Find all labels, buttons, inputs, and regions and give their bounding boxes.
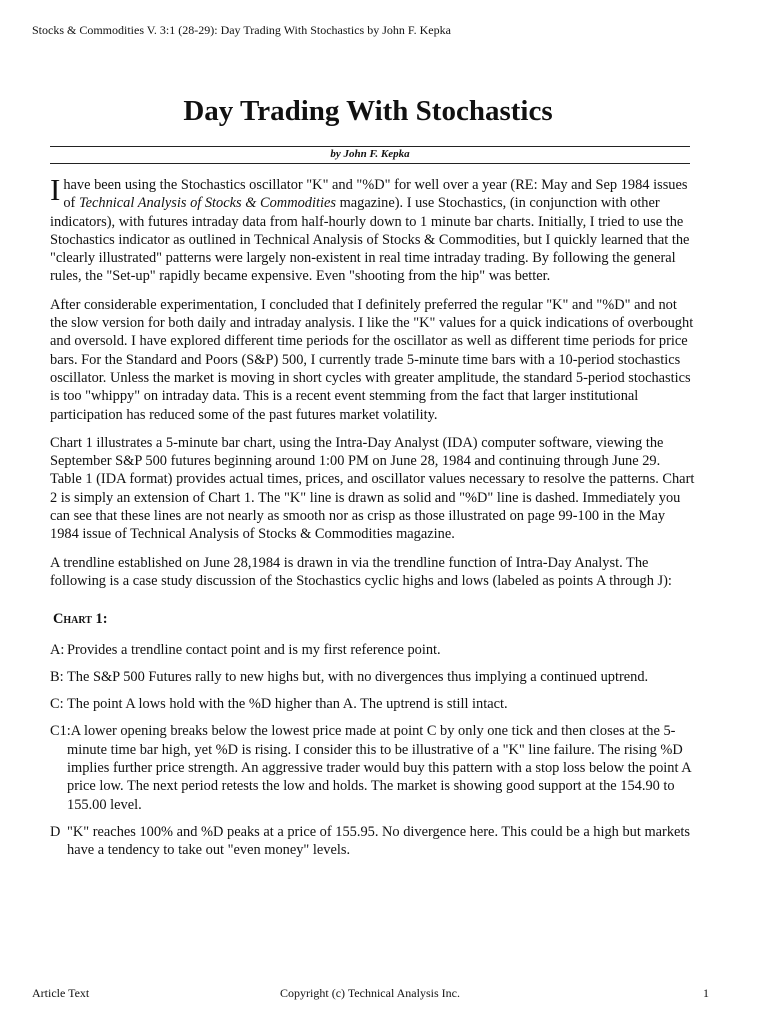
- chart-1-heading: Chart 1:: [53, 611, 108, 628]
- item-label: A:: [50, 641, 65, 658]
- item-text: A lower opening breaks below the lowest price made at point C by only one tick and then closes at the 5-minute time bar high, yet %D is rising. I consider this to be illustrative of a "K" line failure. The rising %D implies further price strength. An aggressive trader would buy this pattern with a stop loss below the point A price low. The next period retests the low and holds. The market is showing good support at the 154.90 to 155.00 level.: [67, 723, 691, 813]
- magazine-name: Technical Analysis of Stocks & Commodities: [78, 195, 336, 212]
- item-label: B:: [50, 668, 64, 685]
- list-item-c1: [50, 722, 695, 813]
- byline: by John F. Kepka: [330, 148, 410, 160]
- item-text: "K" reaches 100% and %D peaks at a price of 155.95. No divergence here. This could be a high but markets have a tendency to take out "even money" levels.: [67, 823, 691, 859]
- article-body: [50, 172, 695, 869]
- item-text: Provides a trendline contact point and is my first reference point.: [67, 641, 441, 658]
- list-item-c: [50, 695, 695, 713]
- list-item-d: [50, 823, 695, 860]
- item-label: C1:: [50, 723, 71, 740]
- item-text: The point A lows hold with the %D higher than A. The uptrend is still intact.: [67, 696, 508, 713]
- paragraph-3: Chart 1 illustrates a 5-minute bar chart, using the Intra-Day Analyst (IDA) computer software, viewing the September S&P 500 futures beginning around 1:00 PM on June 28, 1984 and continuing through June 29. Table 1 (IDA format) provides actual times, prices, and oscillator values necessary to resolve the patterns. Chart 2 is simply an extension of Chart 1. The "K" line is drawn as solid and "%D" line is dashed. Immediately you can see that these lines are not nearly as smooth nor as crisp as those illustrated on page 99-100 in the May 1984 issue of Technical Analysis of Stocks & Commodities magazine.: [50, 434, 695, 543]
- drop-cap: I: [50, 172, 61, 207]
- item-label: C:: [50, 696, 64, 713]
- footer-copyright: Copyright (c) Technical Analysis Inc.: [280, 986, 460, 1000]
- paragraph-4: A trendline established on June 28,1984 is drawn in via the trendline function of Intra-Day Analyst. The following is a case study discussion of the Stochastics cyclic highs and lows (labeled as points A through J):: [50, 554, 672, 589]
- footer-left-text: Article Text: [32, 986, 90, 1000]
- item-text: The S&P 500 Futures rally to new highs but, with no divergences thus implying a continued uptrend.: [67, 668, 649, 685]
- paragraph-2: After considerable experimentation, I concluded that I definitely preferred the regular "K" and "%D" and not the slow version for both daily and intraday analysis. I like the "K" values for a quick indications of overbought and oversold. I have explored different time periods for the oscillator as well as different time periods for price bars. For the Standard and Poors (S&P) 500, I currently trade 5-minute time bars with a 10-period stochastics oscillator. Unless the market is moving in short cycles with greater amplitude, the standard 5-period stochastics is too "whippy" on intraday data. This is a recent event stemming from the fact that larger institutional participation has reduced some of the past futures market volatility.: [50, 296, 694, 423]
- item-label: D: [50, 823, 61, 840]
- list-item-b: [50, 668, 695, 686]
- article-title: Day Trading With Stochastics: [183, 95, 553, 127]
- byline-bar: [50, 146, 690, 164]
- intro-text-1: have been using the Stochastics oscillator "K" and "%D" for well over a year (RE: May and Sep 1984 issues of: [63, 177, 688, 212]
- intro-paragraph: [50, 172, 695, 286]
- page-number: 1: [703, 986, 709, 1000]
- list-item-a: [50, 641, 695, 659]
- running-head: Stocks & Commodities V. 3:1 (28-29): Day Trading With Stochastics by John F. Kepka: [32, 23, 451, 37]
- intro-text-2: magazine). I use Stochastics, (in conjunction with other indicators), with futures intraday data from half-hourly down to 1 minute bar charts. Initially, I tried to use the Stochastics indicator as outlined in Technical Analysis of Stocks & Commodities, but I quickly learned that the "clearly illustrated" patterns were largely non-existent in real time intraday trading. By following the general rules, the "Set-up" rapidly became expensive. Even "shooting from the hip" was better.: [50, 195, 690, 285]
